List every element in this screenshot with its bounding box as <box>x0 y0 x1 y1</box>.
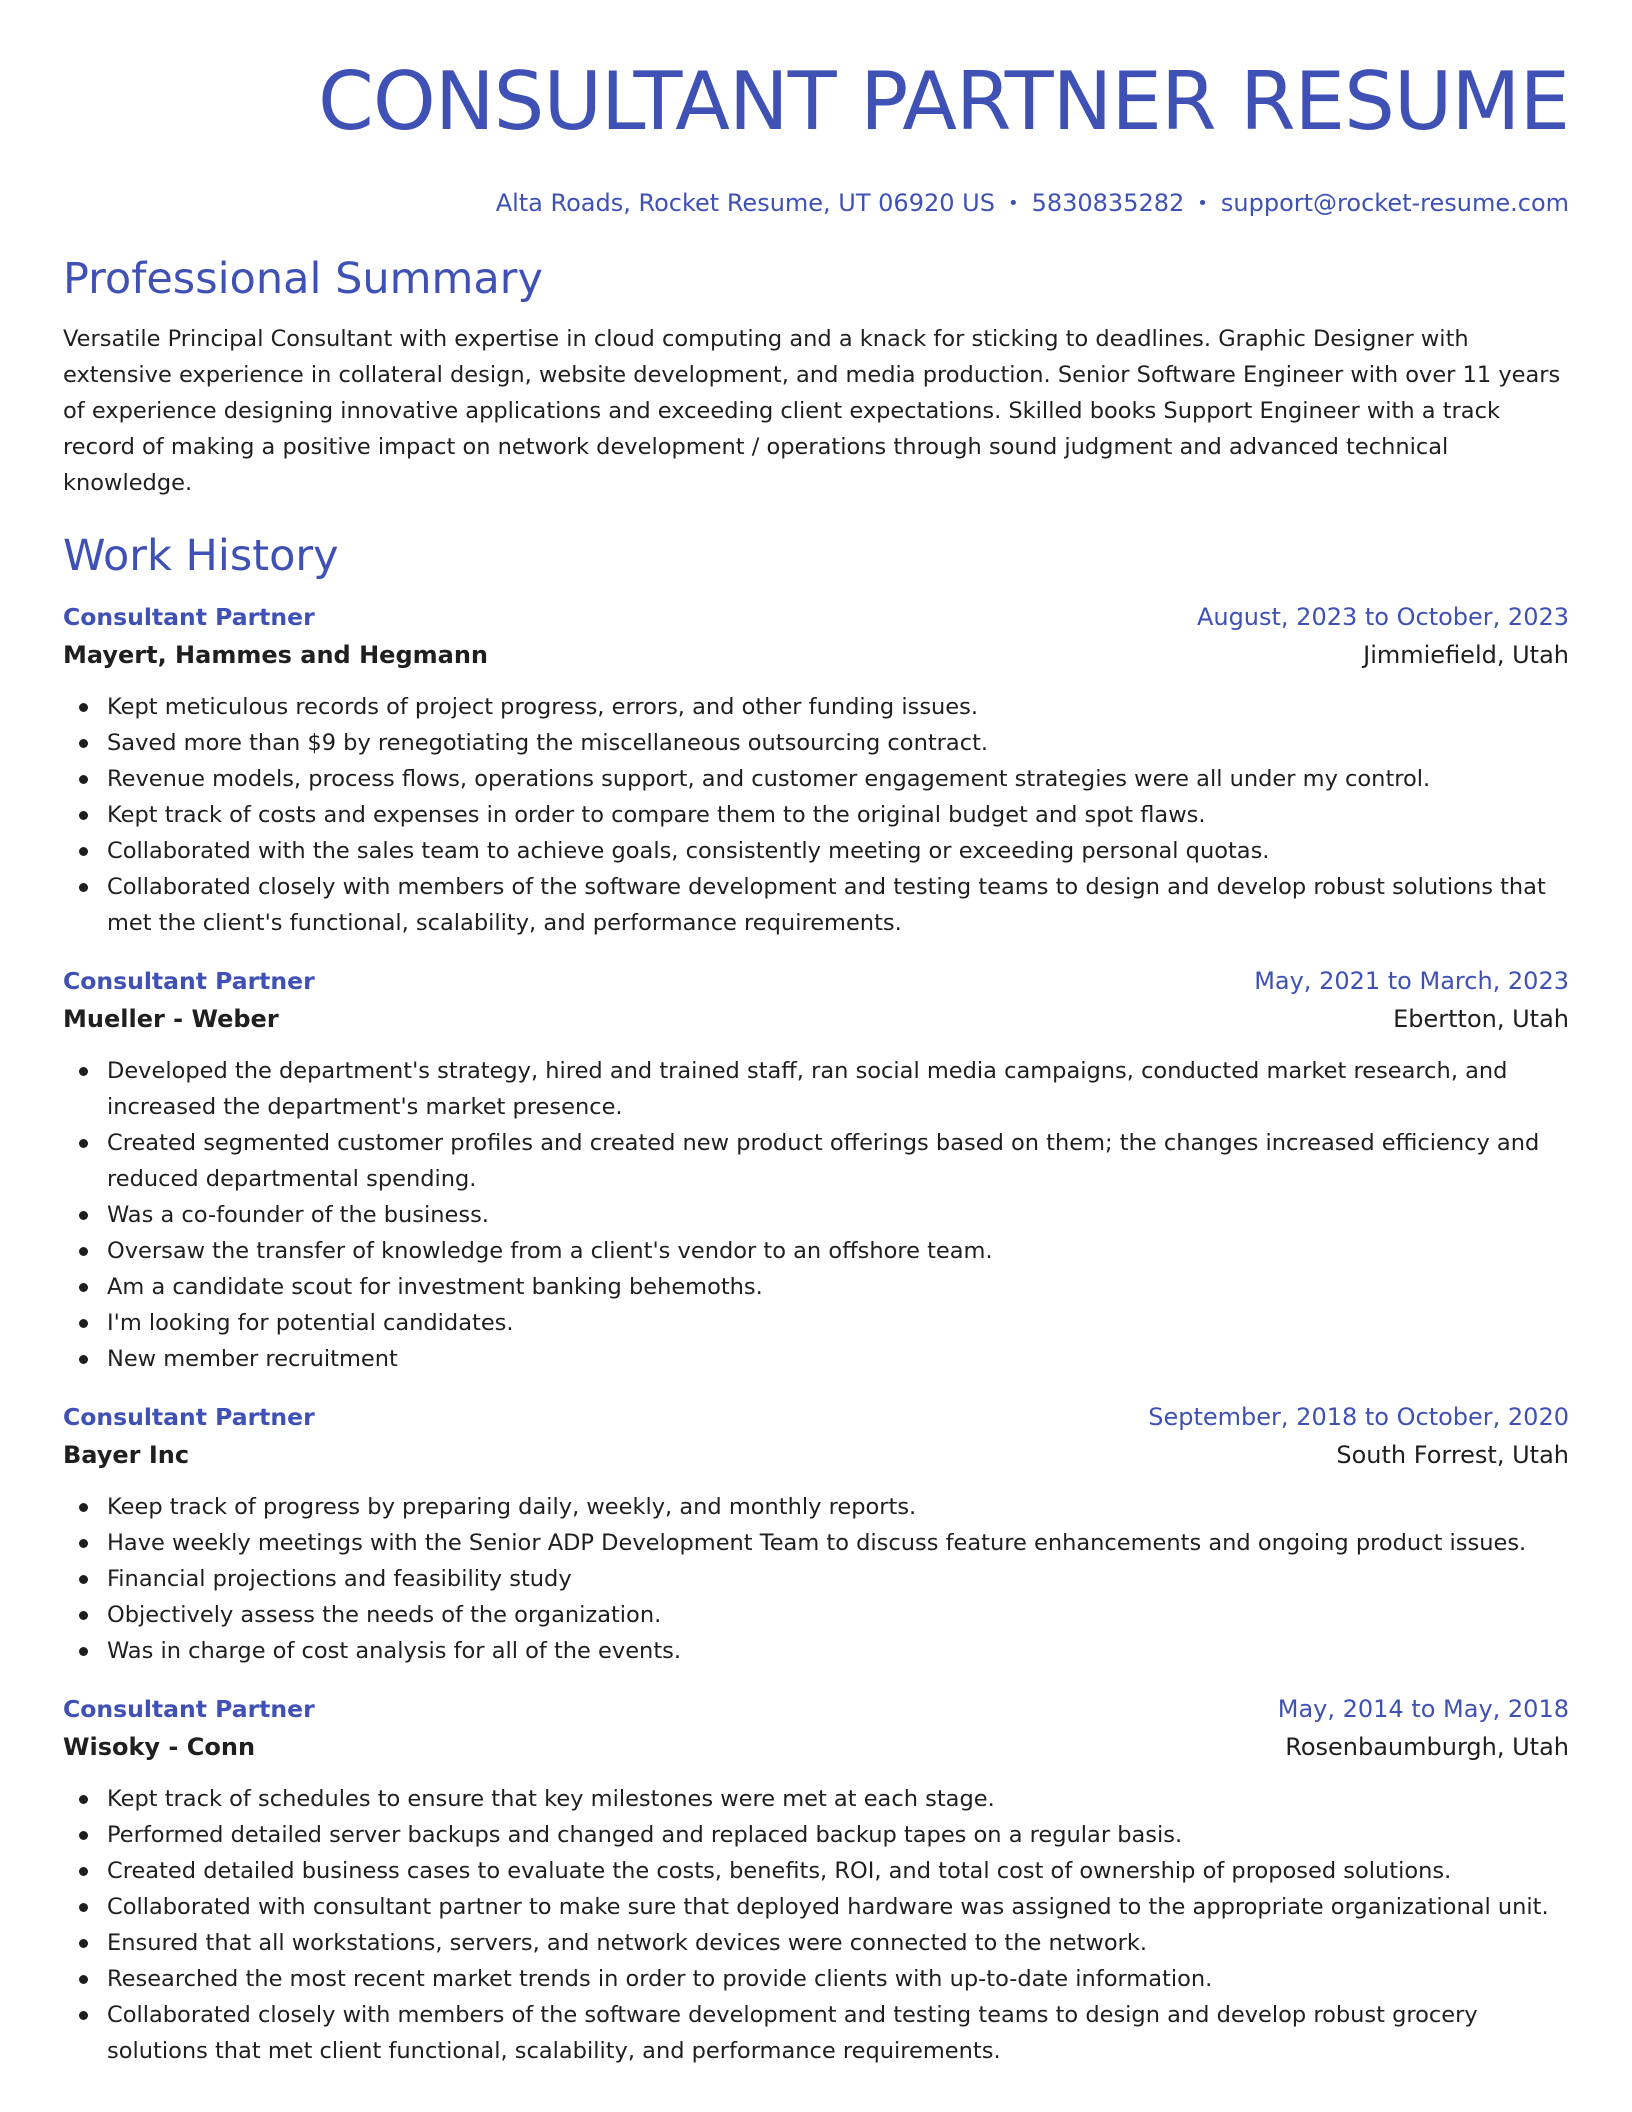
job-bullet-text: Created detailed business cases to evaluate the costs, benefits, ROI, and total cost of ownership of proposed solutions. <box>107 1858 1452 1884</box>
bullet-dot-icon <box>79 1139 88 1148</box>
job-bullet-item <box>107 1269 1569 1305</box>
bullet-dot-icon <box>79 811 88 820</box>
job-title: Consultant Partner <box>63 967 315 995</box>
job-entry <box>63 1690 1569 2069</box>
job-location: Jimmiefield, Utah <box>1363 641 1569 669</box>
job-bullet-item <box>107 1961 1569 1997</box>
job-bullet-text: Developed the department's strategy, hired and trained staff, ran social media campaigns, conducted market research, and increased the department's market presence. <box>107 1058 1508 1120</box>
job-bullet-text: Kept track of costs and expenses in order to compare them to the original budget and spot flaws. <box>107 802 1206 828</box>
job-bullet-item <box>107 1853 1569 1889</box>
job-bullet-text: Collaborated closely with members of the software development and testing teams to design and develop robust grocery solutions that met client functional, scalability, and performance requirements. <box>107 2002 1478 2064</box>
contact-address: Alta Roads, Rocket Resume, UT 06920 US <box>495 189 995 217</box>
job-title-row <box>63 962 1569 1000</box>
job-bullet-item <box>107 1781 1569 1817</box>
job-bullet-text: Kept meticulous records of project progress, errors, and other funding issues. <box>107 694 979 720</box>
summary-text: Versatile Principal Consultant with expertise in cloud computing and a knack for sticking to deadlines. Graphic Designer with extensive experience in collateral design, website development, and media production. Senior Software Engineer with over 11 years of experience designing innovative applications and exceeding client expectations. Skilled books Support Engineer with a track record of making a positive impact on network development / operations through sound judgment and advanced technical knowledge. <box>63 326 1561 496</box>
job-bullet-text: Researched the most recent market trends in order to provide clients with up-to-date information. <box>107 1966 1213 1992</box>
resume-header <box>63 46 1569 222</box>
job-entry <box>63 962 1569 1377</box>
job-dates: May, 2021 to March, 2023 <box>1254 967 1569 995</box>
job-bullet-item <box>107 1633 1569 1669</box>
bullet-dot-icon <box>79 883 88 892</box>
bullet-dot-icon <box>79 1611 88 1620</box>
job-bullet-item <box>107 1817 1569 1853</box>
job-bullet-text: Collaborated closely with members of the software development and testing teams to design and develop robust solutions that met the client's functional, scalability, and performance requirements. <box>107 874 1546 936</box>
contact-line <box>63 185 1569 222</box>
job-bullet-item <box>107 1889 1569 1925</box>
job-company-row <box>63 636 1569 674</box>
job-company: Wisoky - Conn <box>63 1733 256 1761</box>
contact-separator: • <box>1007 193 1019 214</box>
contact-separator: • <box>1197 193 1208 214</box>
job-bullet-text: Have weekly meetings with the Senior ADP Development Team to discuss feature enhancements and ongoing product issues. <box>107 1530 1527 1556</box>
job-location: South Forrest, Utah <box>1336 1441 1569 1469</box>
job-bullet-item <box>107 1053 1569 1125</box>
contact-email[interactable]: support@rocket-resume.com <box>1220 189 1569 217</box>
job-bullet-item <box>107 1597 1569 1633</box>
job-bullet-item <box>107 1525 1569 1561</box>
job-bullet-item <box>107 1925 1569 1961</box>
bullet-dot-icon <box>79 1503 88 1512</box>
job-bullet-item <box>107 689 1569 725</box>
job-bullet-item <box>107 761 1569 797</box>
bullet-dot-icon <box>79 1939 88 1948</box>
job-bullet-item <box>107 1233 1569 1269</box>
job-bullet-item <box>107 1489 1569 1525</box>
job-bullet-text: Am a candidate scout for investment banking behemoths. <box>107 1274 763 1300</box>
job-company-row <box>63 1000 1569 1038</box>
job-dates: August, 2023 to October, 2023 <box>1196 603 1569 631</box>
bullet-dot-icon <box>79 703 88 712</box>
job-company: Bayer Inc <box>63 1441 190 1469</box>
resume-title: CONSULTANT PARTNER RESUME <box>317 55 1569 148</box>
bullet-dot-icon <box>79 1867 88 1876</box>
job-dates: September, 2018 to October, 2020 <box>1148 1403 1569 1431</box>
bullet-dot-icon <box>79 1539 88 1548</box>
job-title-row <box>63 598 1569 636</box>
job-bullet-list <box>63 1781 1569 2069</box>
bullet-dot-icon <box>79 775 88 784</box>
bullet-dot-icon <box>79 1283 88 1292</box>
job-bullet-text: Saved more than $9 by renegotiating the miscellaneous outsourcing contract. <box>107 730 989 756</box>
job-company-row <box>63 1436 1569 1474</box>
job-bullet-item <box>107 797 1569 833</box>
work-history-list <box>63 598 1569 2069</box>
job-bullet-text: Financial projections and feasibility study <box>107 1566 572 1592</box>
job-title-row <box>63 1690 1569 1728</box>
job-bullet-list <box>63 1053 1569 1377</box>
job-bullet-text: Keep track of progress by preparing daily, weekly, and monthly reports. <box>107 1494 917 1520</box>
job-entry <box>63 598 1569 941</box>
bullet-dot-icon <box>79 1975 88 1984</box>
bullet-dot-icon <box>79 1067 88 1076</box>
job-bullet-list <box>63 1489 1569 1669</box>
bullet-dot-icon <box>79 1319 88 1328</box>
job-company: Mueller - Weber <box>63 1005 279 1033</box>
job-bullet-text: Was a co-founder of the business. <box>107 1202 489 1228</box>
job-bullet-item <box>107 1125 1569 1197</box>
summary-heading: Professional Summary <box>63 254 543 304</box>
work-history-heading: Work History <box>63 531 339 581</box>
job-bullet-text: Kept track of schedules to ensure that key milestones were met at each stage. <box>107 1786 995 1812</box>
job-bullet-text: Created segmented customer profiles and created new product offerings based on them; the changes increased efficiency and reduced departmental spending. <box>107 1130 1540 1192</box>
job-bullet-item <box>107 1305 1569 1341</box>
job-bullet-text: New member recruitment <box>107 1346 398 1372</box>
job-bullet-text: I'm looking for potential candidates. <box>107 1310 514 1336</box>
job-bullet-text: Ensured that all workstations, servers, and network devices were connected to the network. <box>107 1930 1148 1956</box>
bullet-dot-icon <box>79 847 88 856</box>
bullet-dot-icon <box>79 1903 88 1912</box>
job-entry <box>63 1398 1569 1669</box>
job-bullet-text: Performed detailed server backups and changed and replaced backup tapes on a regular basis. <box>107 1822 1183 1848</box>
contact-phone[interactable]: 5830835282 <box>1031 189 1185 217</box>
bullet-dot-icon <box>79 2011 88 2020</box>
job-bullet-text: Collaborated with the sales team to achieve goals, consistently meeting or exceeding personal quotas. <box>107 838 1270 864</box>
job-bullet-list <box>63 689 1569 941</box>
bullet-dot-icon <box>79 1355 88 1364</box>
bullet-dot-icon <box>79 1247 88 1256</box>
job-dates: May, 2014 to May, 2018 <box>1277 1695 1569 1723</box>
job-title: Consultant Partner <box>63 1695 315 1723</box>
job-title-row <box>63 1398 1569 1436</box>
job-bullet-text: Objectively assess the needs of the organization. <box>107 1602 662 1628</box>
job-bullet-item <box>107 1197 1569 1233</box>
job-bullet-text: Was in charge of cost analysis for all of the events. <box>107 1638 682 1664</box>
job-title: Consultant Partner <box>63 603 315 631</box>
bullet-dot-icon <box>79 1795 88 1804</box>
bullet-dot-icon <box>79 1211 88 1220</box>
bullet-dot-icon <box>79 1647 88 1656</box>
job-bullet-item <box>107 833 1569 869</box>
job-location: Ebertton, Utah <box>1393 1005 1569 1033</box>
job-title: Consultant Partner <box>63 1403 315 1431</box>
job-bullet-item <box>107 869 1569 941</box>
job-bullet-text: Oversaw the transfer of knowledge from a client's vendor to an offshore team. <box>107 1238 993 1264</box>
job-company-row <box>63 1728 1569 1766</box>
job-bullet-item <box>107 1561 1569 1597</box>
job-bullet-item <box>107 725 1569 761</box>
job-location: Rosenbaumburgh, Utah <box>1285 1733 1569 1761</box>
bullet-dot-icon <box>79 1575 88 1584</box>
job-company: Mayert, Hammes and Hegmann <box>63 641 488 669</box>
bullet-dot-icon <box>79 739 88 748</box>
job-bullet-text: Revenue models, process flows, operations support, and customer engagement strategies were all under my control. <box>107 766 1431 792</box>
job-bullet-text: Collaborated with consultant partner to make sure that deployed hardware was assigned to the appropriate organizational unit. <box>107 1894 1549 1920</box>
job-bullet-item <box>107 1997 1569 2069</box>
job-bullet-item <box>107 1341 1569 1377</box>
bullet-dot-icon <box>79 1831 88 1840</box>
